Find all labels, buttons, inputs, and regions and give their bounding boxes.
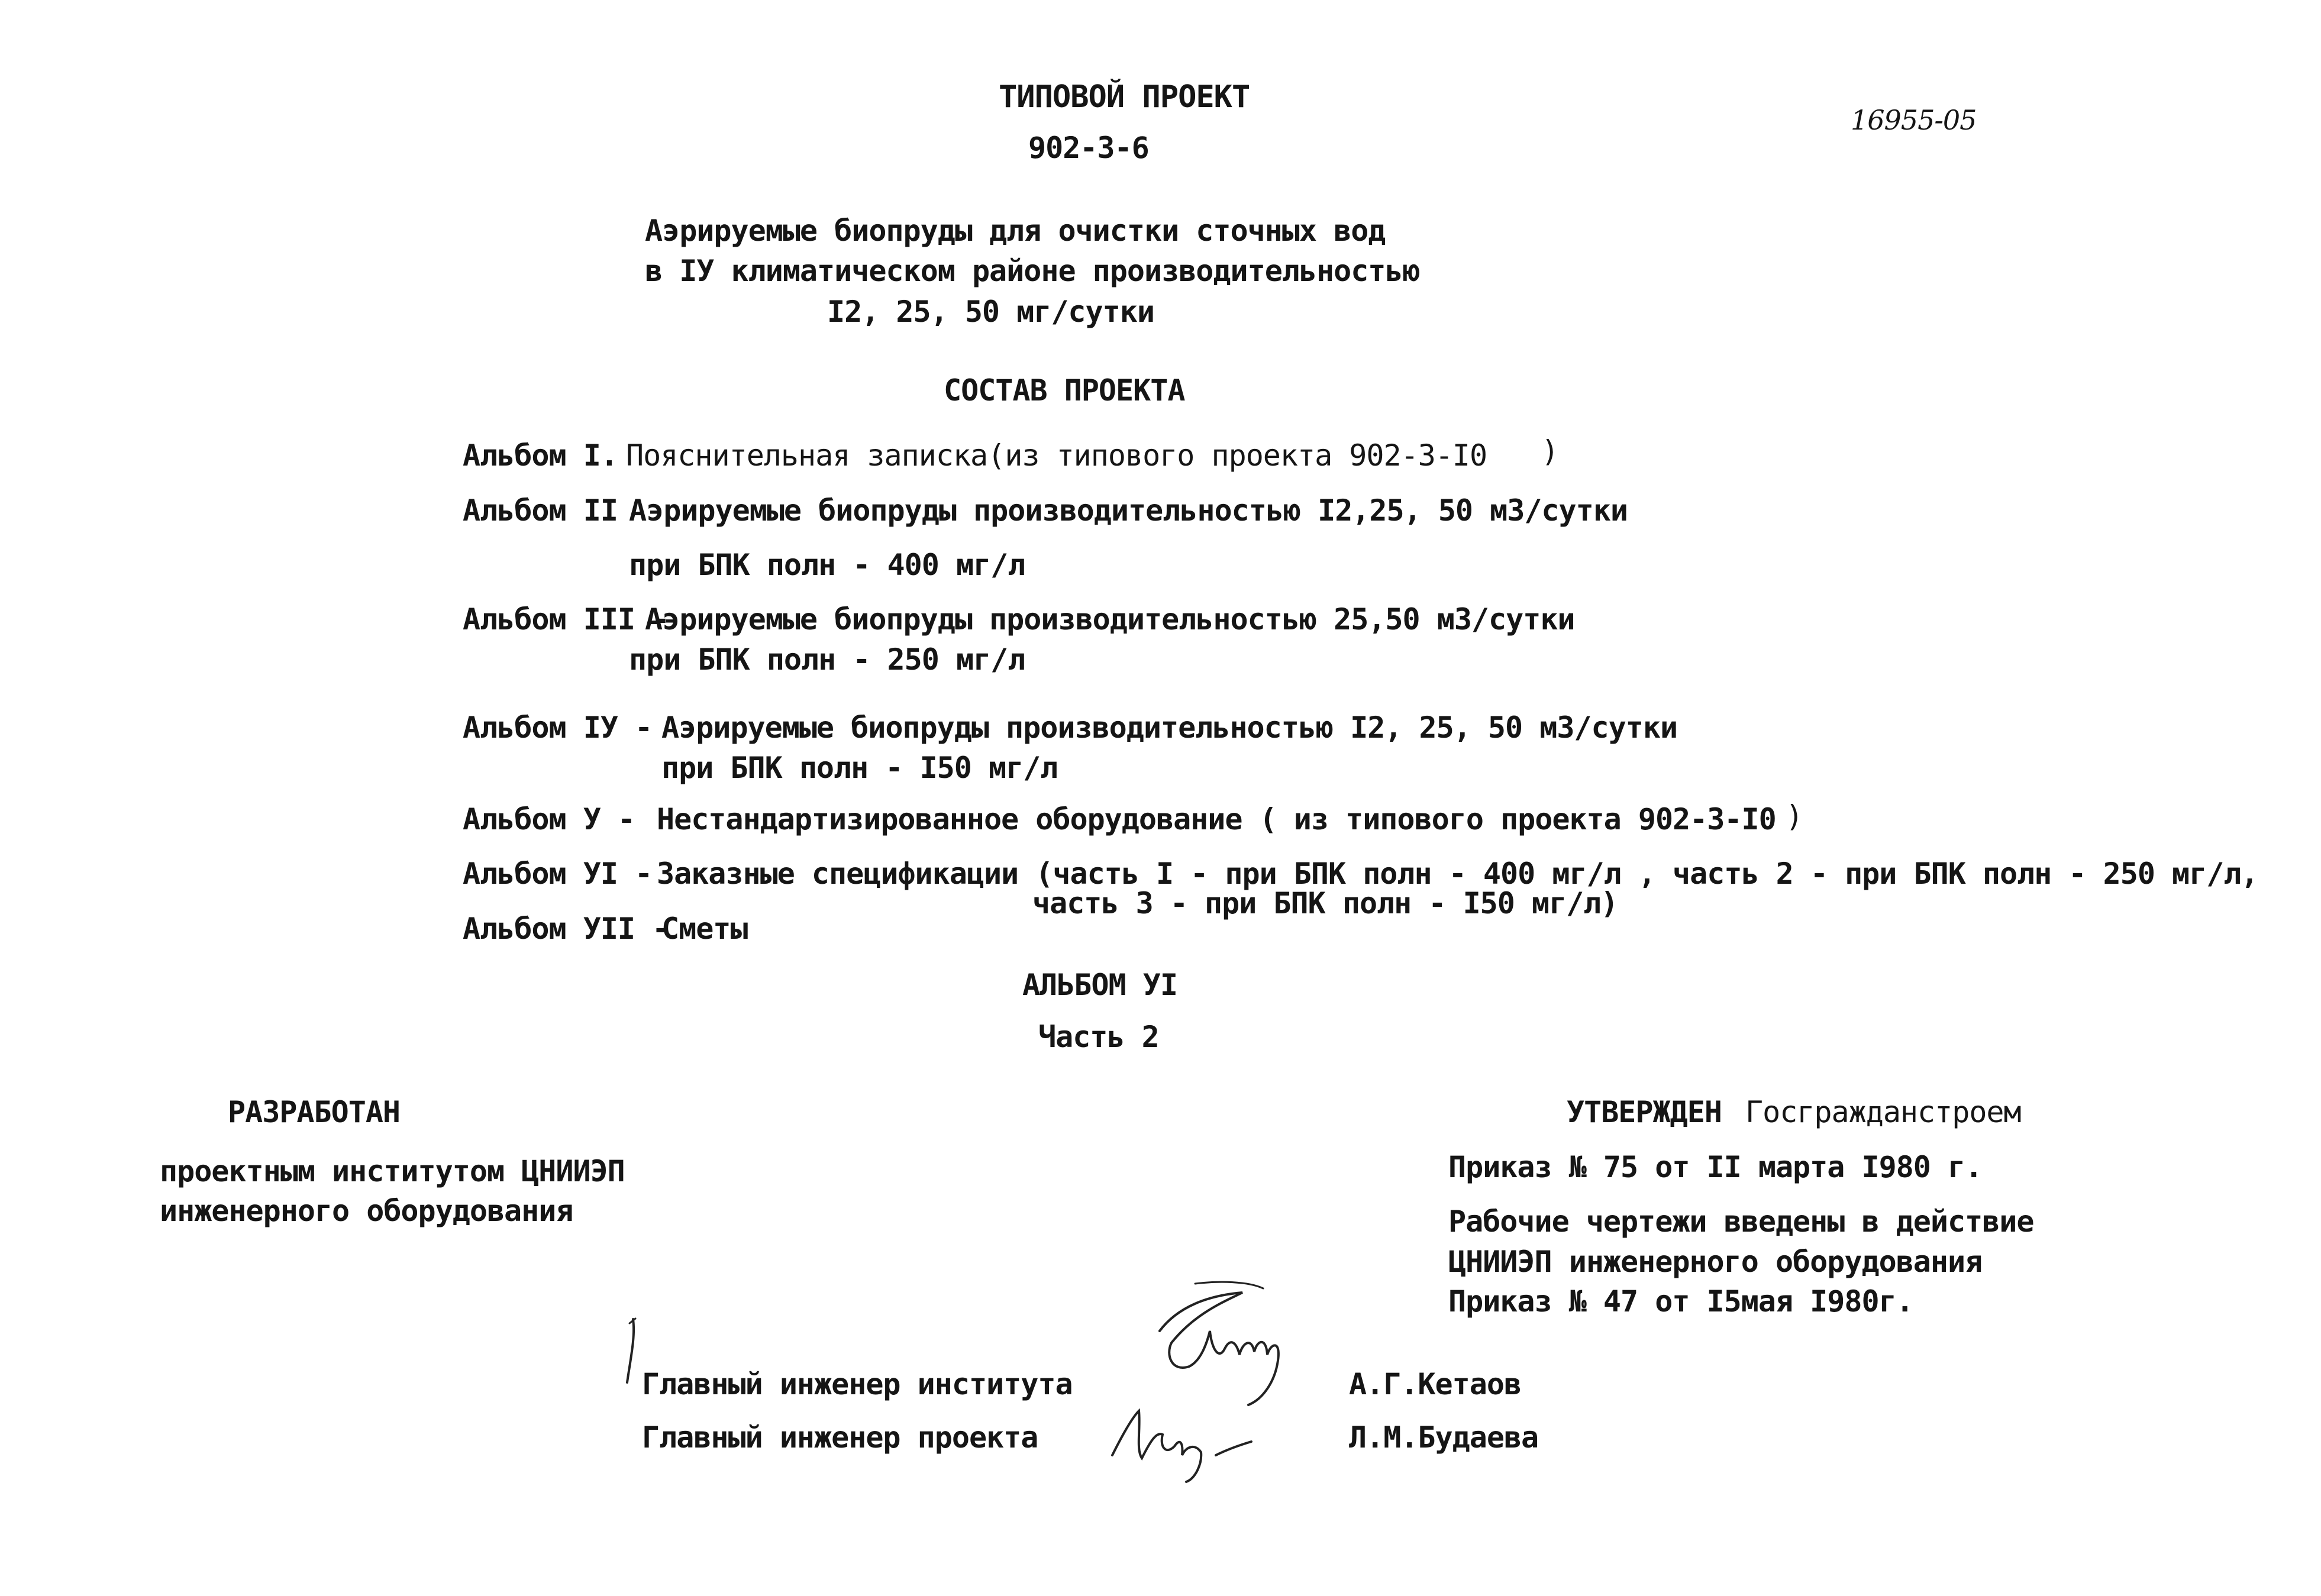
composition-heading: СОСТАВ ПРОЕКТА: [944, 373, 1185, 408]
signature-chief-engineer-institute: [1136, 1278, 1325, 1408]
approved-by: Госгражданстроем: [1745, 1095, 2021, 1129]
album-6-text: Заказные спецификации (часть I - при БПК полн - 400 мг/л , часть 2 - при БПК полн - 250 мг/л,: [657, 857, 2258, 891]
chief-engineer-institute-name: А.Г.Кетаов: [1349, 1367, 1522, 1401]
approved-heading: УТВЕРЖДЕН: [1567, 1095, 1722, 1129]
developed-line-2: инженерного оборудования: [160, 1194, 573, 1228]
album-3-label: Альбом III -: [463, 602, 670, 637]
album-7-label: Альбом УII -: [463, 912, 670, 946]
album-2-text-2: при БПК полн - 400 мг/л: [629, 548, 1025, 582]
album-2-label: Альбом II: [463, 493, 618, 528]
signature-chief-engineer-project: [1106, 1399, 1284, 1488]
archive-number: 16955-05: [1851, 104, 1977, 136]
chief-engineer-project-label: Главный инженер проекта: [642, 1420, 1038, 1455]
album-5-label: Альбом У -: [463, 802, 635, 836]
album-4-label: Альбом IУ -: [463, 710, 653, 745]
subject-line-3: I2, 25, 50 мг/сутки: [827, 295, 1154, 329]
album-1-label: Альбом I.: [463, 438, 618, 473]
album-4-text-2: при БПК полн - I50 мг/л: [661, 751, 1058, 785]
approved-line-1: Рабочие чертежи введены в действие: [1448, 1204, 2034, 1239]
album-6-label: Альбом УI -: [463, 857, 653, 891]
subject-line-1: Аэрируемые биопруды для очистки сточных вод: [645, 214, 1386, 248]
chief-engineer-project-name: Л.М.Будаева: [1349, 1420, 1539, 1455]
album-3-text-2: при БПК полн - 250 мг/л: [629, 642, 1025, 677]
chief-engineer-institute-label: Главный инженер института: [642, 1367, 1073, 1401]
subject-line-2: в IУ климатическом районе производительностью: [645, 254, 1420, 288]
album-5-close: ): [1786, 799, 1803, 833]
album-4-text: Аэрируемые биопруды производительностью I2, 25, 50 м3/сутки: [661, 710, 1678, 745]
album-3-text: Аэрируемые биопруды производительностью 25,50 м3/сутки: [645, 602, 1575, 637]
developed-heading: РАЗРАБОТАН: [228, 1095, 401, 1129]
album-6-text-2: часть 3 - при БПК полн - I50 мг/л): [1032, 886, 1618, 920]
album-2-text: Аэрируемые биопруды производительностью I2,25, 50 м3/сутки: [629, 493, 1628, 528]
album-1-close: ): [1541, 434, 1559, 469]
handwritten-mark: [615, 1316, 645, 1387]
project-number: 902-3-6: [1028, 131, 1149, 165]
document-title: ТИПОВОЙ ПРОЕКТ: [999, 79, 1250, 115]
developed-line-1: проектным институтом ЦНИИЭП: [160, 1154, 625, 1188]
approved-line-3: Приказ № 47 от I5мая I980г.: [1448, 1284, 1913, 1319]
album-5-text: Нестандартизированное оборудование ( из типового проекта 902-3-I0: [657, 802, 1776, 836]
approved-line-2: ЦНИИЭП инженерного оборудования: [1448, 1245, 1983, 1279]
album-1-text: Пояснительная записка(из типового проекта 902-3-I0: [626, 438, 1487, 473]
album-7-text: Сметы: [661, 912, 748, 946]
album-title: АЛЬБОМ УI: [1022, 968, 1177, 1002]
part-title: Часть 2: [1038, 1020, 1159, 1054]
approved-order: Приказ № 75 от II марта I980 г.: [1448, 1150, 1983, 1184]
